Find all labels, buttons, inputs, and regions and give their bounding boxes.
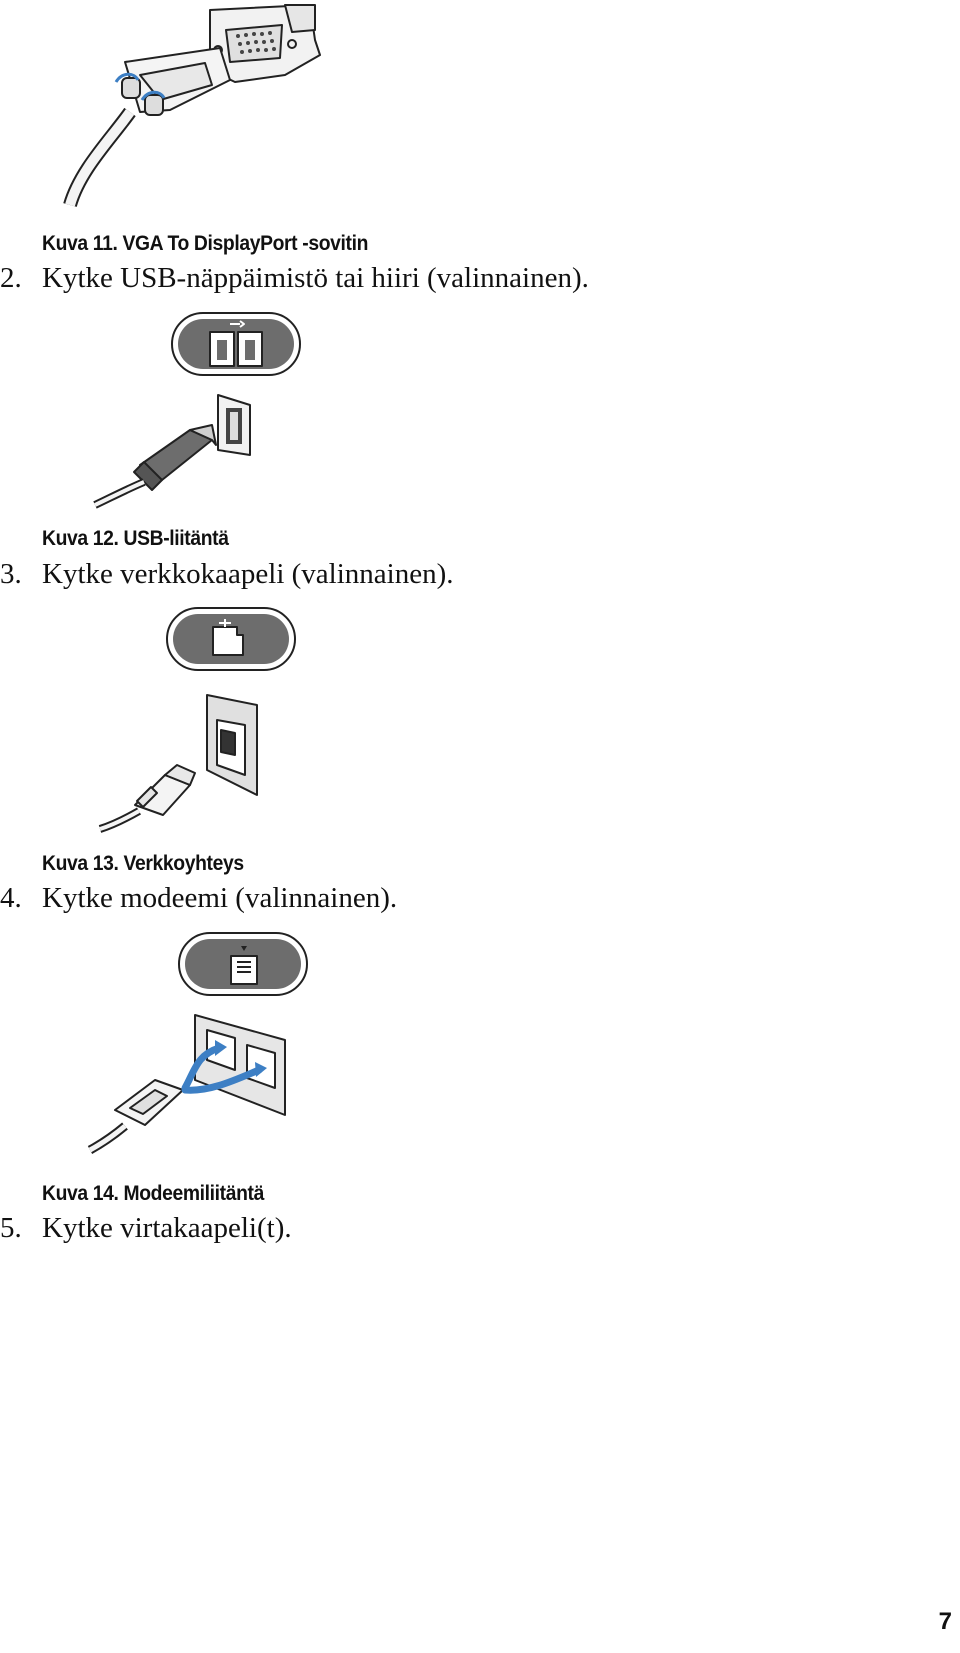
figure-caption: Kuva 11. VGA To DisplayPort -sovitin bbox=[42, 232, 369, 255]
step-number: 5. bbox=[0, 1212, 22, 1244]
instruction-step bbox=[0, 1212, 292, 1245]
step-number: 4. bbox=[0, 882, 22, 914]
figure-caption: Kuva 13. Verkkoyhteys bbox=[42, 852, 244, 875]
instruction-step bbox=[0, 262, 589, 295]
step-number: 3. bbox=[0, 558, 22, 590]
step-text: Kytke virtakaapeli(t). bbox=[42, 1212, 292, 1244]
figure-caption: Kuva 12. USB-liitäntä bbox=[42, 527, 229, 550]
figure-caption: Kuva 14. Modeemiliitäntä bbox=[42, 1182, 265, 1205]
step-number: 2. bbox=[0, 262, 22, 294]
usb-connector-illustration bbox=[90, 310, 320, 510]
network-connector-illustration bbox=[95, 605, 325, 835]
step-text: Kytke verkkokaapeli (valinnainen). bbox=[42, 558, 454, 590]
step-text: Kytke modeemi (valinnainen). bbox=[42, 882, 398, 914]
page-number: 7 bbox=[938, 1608, 952, 1635]
instruction-step bbox=[0, 882, 397, 915]
step-text: Kytke USB-näppäimistö tai hiiri (valinnainen). bbox=[42, 262, 589, 294]
vga-displayport-adapter-illustration bbox=[30, 0, 330, 225]
modem-connector-illustration bbox=[85, 930, 325, 1160]
instruction-step bbox=[0, 558, 453, 591]
